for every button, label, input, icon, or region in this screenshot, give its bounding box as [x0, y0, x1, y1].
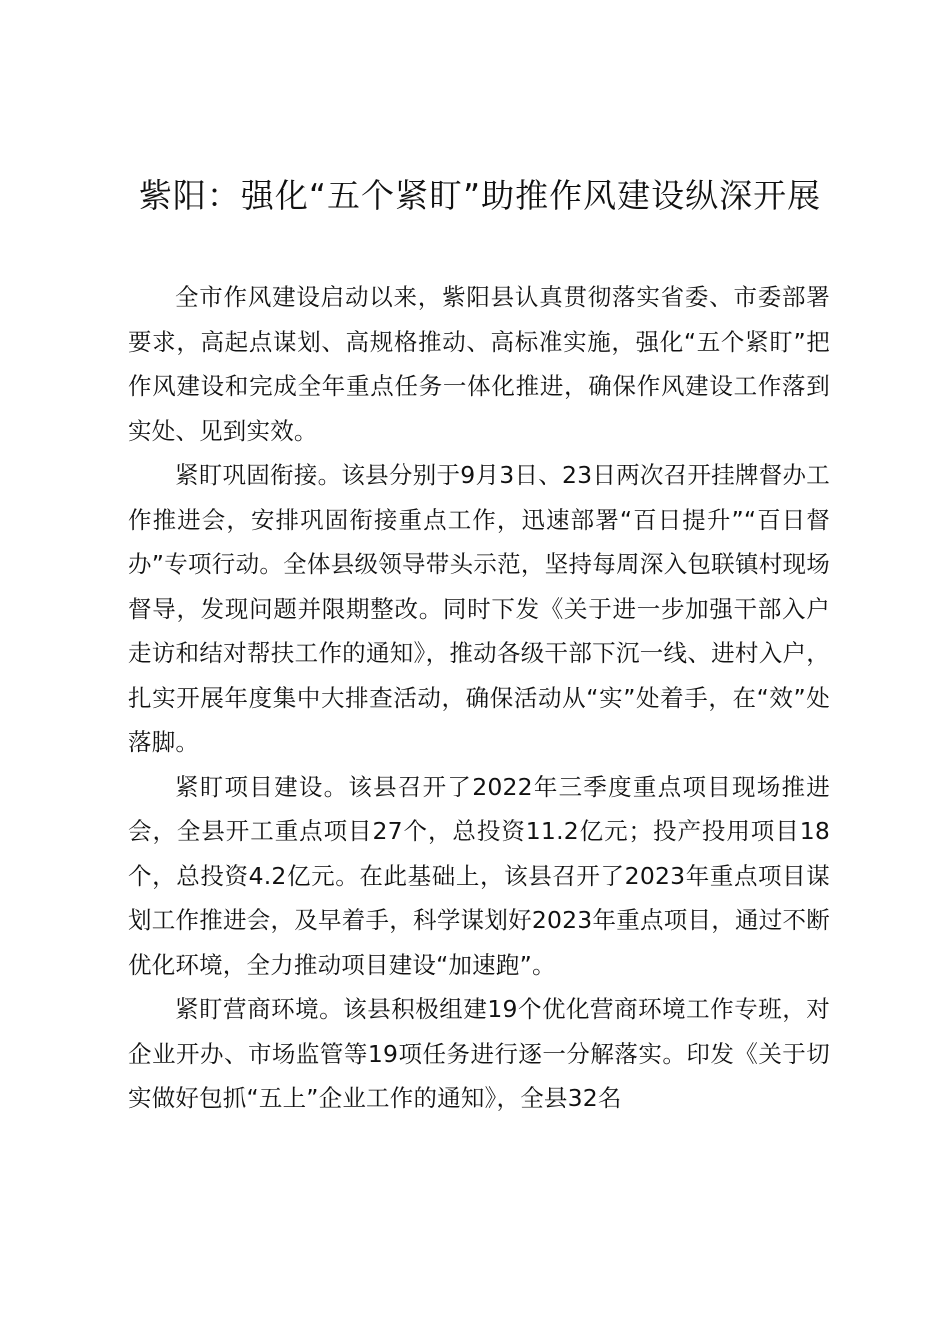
paragraph-projects: 紧盯项目建设。该县召开了2022年三季度重点项目现场推进会，全县开工重点项目27个，总投资11.2亿元；投产投用项目18个，总投资4.2亿元。在此基础上，该县召开了2023年重点项目谋划工作推进会，及早着手，科学谋划好2023年重点项目，通过不断优化环境，全力推动项目建设“加速跑”。 [128, 772, 830, 979]
paragraph-intro: 全市作风建设启动以来，紫阳县认真贯彻落实省委、市委部署要求，高起点谋划、高规格推动、高标准实施，强化“五个紧盯”把作风建设和完成全年重点任务一体化推进，确保作风建设工作落到实处、见到实效。 [128, 283, 830, 445]
document-title: 紫阳：强化“五个紧盯”助推作风建设纵深开展 [138, 176, 822, 215]
paragraph-consolidation: 紧盯巩固衔接。该县分别于9月3日、23日两次召开挂牌督办工作推进会，安排巩固衔接重点工作，迅速部署“百日提升”“百日督办”专项行动。全体县级领导带头示范，坚持每周深入包联镇村现场督导，发现问题并限期整改。同时下发《关于进一步加强干部入户走访和结对帮扶工作的通知》，推动各级干部下沉一线、进村入户，扎实开展年度集中大排查活动，确保活动从“实”处着手，在“效”处落脚。 [128, 461, 830, 756]
document-body [128, 275, 830, 1121]
paragraph-business-environment: 紧盯营商环境。该县积极组建19个优化营商环境工作专班，对企业开办、市场监管等19项任务进行逐一分解落实。印发《关于切实做好包抓“五上”企业工作的通知》，全县32名 [128, 995, 830, 1112]
